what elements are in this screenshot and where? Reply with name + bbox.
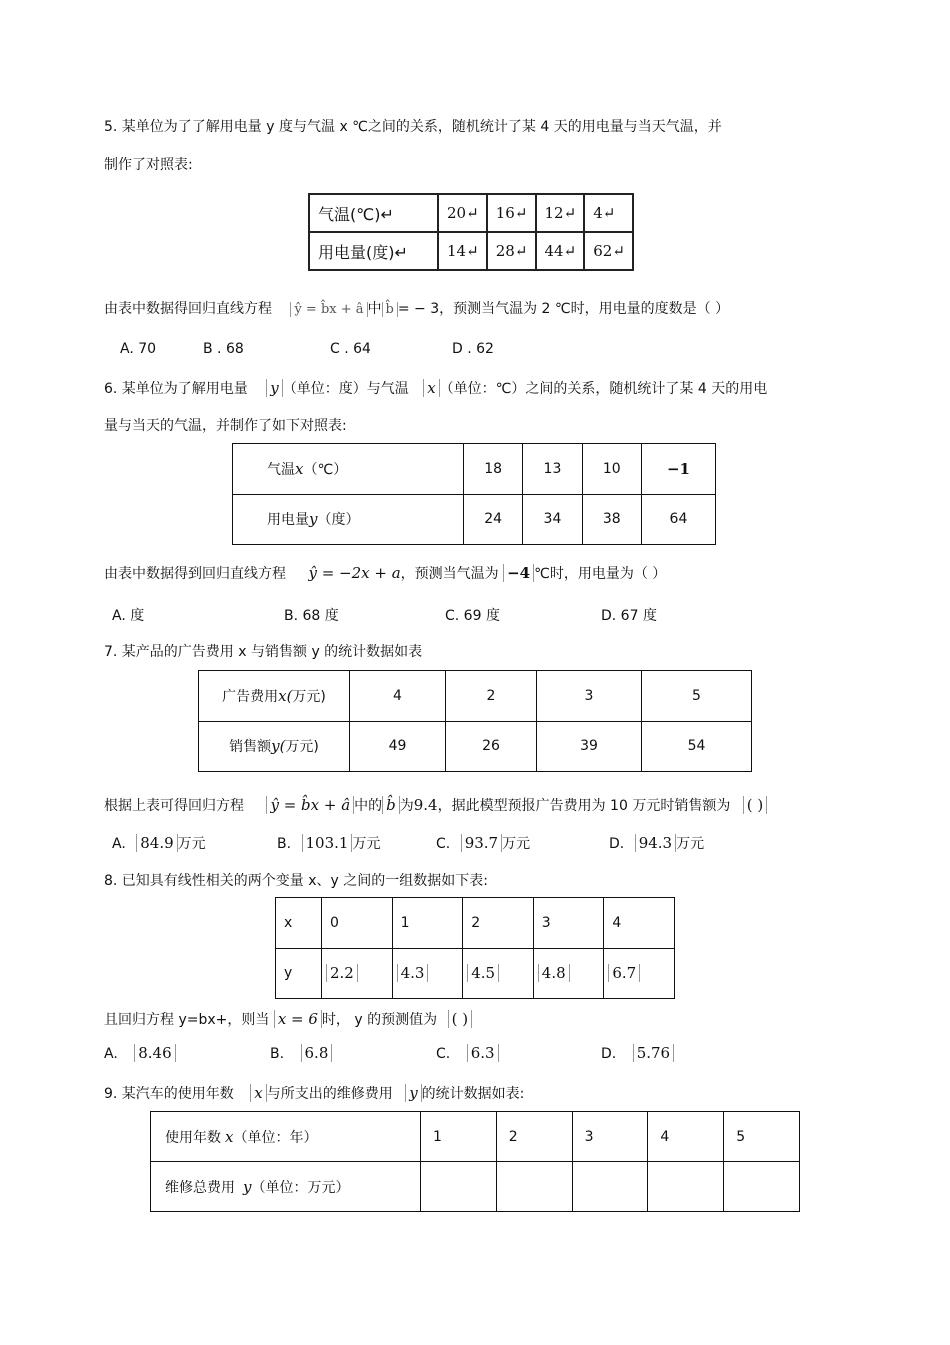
q7-cell: 5 bbox=[642, 671, 752, 722]
q8-cell-wrap bbox=[604, 948, 675, 999]
q7-line2-b: ，据此模型预报广告费用为 10 万元时销售额为 bbox=[437, 798, 731, 814]
q5-cell: 14↵ bbox=[438, 232, 487, 270]
q6-line2: 量与当天的气温，并制作了如下对照表: bbox=[104, 418, 347, 434]
q9-label-text: 使用年数 bbox=[165, 1129, 221, 1146]
q7-label-unit: 万元) bbox=[292, 688, 326, 705]
q9-line1-c: 的统计数据如表: bbox=[421, 1086, 525, 1102]
q8-option-b bbox=[270, 1044, 332, 1062]
q7-option-d bbox=[609, 833, 704, 853]
q6-temp-value: −4 bbox=[503, 564, 534, 582]
q8-line1: 8. 已知具有线性相关的两个变量 x、y 之间的一组数据如下表: bbox=[104, 873, 488, 889]
q9-cell bbox=[421, 1162, 497, 1212]
q8-option-value: 6.8 bbox=[301, 1044, 333, 1062]
q8-cell: 4.3 bbox=[397, 964, 429, 982]
q7-option-value: 93.7 bbox=[461, 834, 502, 852]
q5-option-b: B . 68 bbox=[203, 341, 244, 357]
q7-cell: 54 bbox=[642, 721, 752, 772]
q7-cell: 4 bbox=[350, 671, 446, 722]
q7-slope-value: 9.4 bbox=[413, 796, 438, 814]
q7-option-letter: B. bbox=[277, 836, 292, 852]
q7-option-unit: 万元 bbox=[177, 836, 206, 852]
q5-equation: ŷ = b̂x + â bbox=[290, 302, 367, 317]
q6-row1-label bbox=[233, 444, 464, 495]
q9-cell: 5 bbox=[724, 1112, 800, 1162]
q7-b-hat: b̂ bbox=[382, 796, 400, 814]
q8-cell: 4 bbox=[604, 898, 675, 949]
q5-table bbox=[308, 193, 634, 271]
q9-table bbox=[150, 1111, 800, 1212]
q9-label-var: x bbox=[225, 1127, 234, 1146]
q8-option-d bbox=[601, 1044, 674, 1062]
q9-cell bbox=[572, 1162, 648, 1212]
q7-option-value: 84.9 bbox=[136, 834, 177, 852]
q5-cell: 28↵ bbox=[487, 232, 536, 270]
q8-cell: 0 bbox=[322, 898, 393, 949]
q7-row2-label bbox=[199, 721, 350, 772]
q7-line2-a: 根据上表可得回归方程 bbox=[104, 798, 244, 814]
q6-line1 bbox=[104, 378, 767, 398]
q5-line3-b: = − 3，预测当气温为 2 ℃时，用电量的度数是（ ） bbox=[397, 301, 730, 317]
q8-cell-wrap bbox=[463, 948, 534, 999]
q7-option-unit: 万元 bbox=[352, 836, 381, 852]
q8-option-letter: A. bbox=[104, 1046, 118, 1062]
q8-cell: 4.8 bbox=[538, 964, 570, 982]
q6-cell: −1 bbox=[641, 444, 715, 495]
q6-cell: 38 bbox=[582, 494, 641, 545]
q6-cell: 34 bbox=[523, 494, 582, 545]
q8-line2-b: 时， y 的预测值为 bbox=[321, 1012, 438, 1028]
q8-answer-paren: ( ) bbox=[448, 1010, 472, 1028]
q7-option-b bbox=[277, 833, 380, 853]
q6-line3 bbox=[104, 563, 666, 583]
q6-var-y: y bbox=[266, 379, 282, 397]
q5-line2: 制作了对照表: bbox=[104, 157, 193, 173]
q7-cell: 2 bbox=[446, 671, 537, 722]
q6-option-c: C. 69 度 bbox=[445, 608, 500, 624]
q6-cell: 13 bbox=[523, 444, 582, 495]
q7-option-letter: A. bbox=[112, 836, 126, 852]
q7-equation: ŷ = b̂x + â bbox=[266, 796, 354, 814]
q8-option-value: 8.46 bbox=[134, 1044, 175, 1062]
q7-label-text: 销售额 bbox=[229, 739, 272, 756]
q5-cell: 气温(℃)↵ bbox=[309, 194, 438, 232]
q8-option-letter: B. bbox=[270, 1046, 285, 1062]
q7-row1-label bbox=[199, 671, 350, 722]
q7-option-a bbox=[112, 833, 206, 853]
q8-option-letter: C. bbox=[436, 1046, 451, 1062]
q7-cell: 3 bbox=[537, 671, 642, 722]
q9-cell bbox=[724, 1162, 800, 1212]
q5-cell: 16↵ bbox=[487, 194, 536, 232]
q5-cell: 20↵ bbox=[438, 194, 487, 232]
q8-cell: 6.7 bbox=[608, 964, 640, 982]
q6-label-unit: （℃） bbox=[303, 461, 348, 478]
q7-answer-paren: ( ) bbox=[743, 796, 767, 814]
q9-row1-label bbox=[151, 1112, 421, 1162]
q7-option-c bbox=[436, 833, 530, 853]
q6-line1-c: （单位：℃）之间的关系，随机统计了某 4 天的用电 bbox=[439, 381, 768, 397]
q6-row2-label bbox=[233, 494, 464, 545]
q7-option-letter: D. bbox=[609, 836, 625, 852]
q5-b-hat: b̂ bbox=[382, 302, 398, 317]
q9-label-var: y bbox=[243, 1177, 252, 1196]
q6-line3-b: ，预测当气温为 bbox=[400, 566, 499, 582]
q9-cell: 1 bbox=[421, 1112, 497, 1162]
q5-cell: 44↵ bbox=[536, 232, 585, 270]
q8-option-value: 5.76 bbox=[633, 1044, 674, 1062]
q6-var-x: x bbox=[423, 379, 439, 397]
q6-option-a: A. 度 bbox=[112, 608, 145, 624]
q8-option-c bbox=[436, 1044, 499, 1062]
q6-option-d: D. 67 度 bbox=[601, 608, 657, 624]
q5-line1: 5. 某单位为了了解用电量 y 度与气温 x ℃之间的关系，随机统计了某 4 天的用电量与当天气温，并 bbox=[104, 119, 722, 135]
q8-cell-wrap bbox=[392, 948, 463, 999]
q6-label-var: y bbox=[309, 510, 318, 529]
q6-line3-a: 由表中数据得到回归直线方程 bbox=[104, 566, 286, 582]
q7-option-unit: 万元 bbox=[676, 836, 705, 852]
q8-cell: 2.2 bbox=[326, 964, 358, 982]
q9-cell bbox=[496, 1162, 572, 1212]
q8-cell: y bbox=[276, 948, 322, 999]
q5-line3 bbox=[104, 298, 729, 318]
q9-label-unit: （单位：年） bbox=[233, 1129, 318, 1146]
q8-option-letter: D. bbox=[601, 1046, 617, 1062]
q6-label-text: 气温 bbox=[267, 461, 295, 478]
q5-cell: 用电量(度)↵ bbox=[309, 232, 438, 270]
q9-var-y: y bbox=[405, 1084, 421, 1102]
q9-cell: 4 bbox=[648, 1112, 724, 1162]
q7-option-value: 94.3 bbox=[635, 834, 676, 852]
q6-cell: 64 bbox=[641, 494, 715, 545]
q9-line1-a: 9. 某汽车的使用年数 bbox=[104, 1086, 234, 1102]
q9-var-x: x bbox=[250, 1084, 266, 1102]
q6-line3-c: ℃时，用电量为（ ） bbox=[534, 566, 667, 582]
q5-option-c: C . 64 bbox=[330, 341, 371, 357]
q7-label-text: 广告费用 bbox=[222, 688, 279, 705]
q7-option-value: 103.1 bbox=[302, 834, 353, 852]
q8-option-a bbox=[104, 1044, 176, 1062]
q5-option-a: A. 70 bbox=[120, 341, 157, 357]
q7-mid2: 为 bbox=[399, 798, 414, 814]
q8-line2-a: 且回归方程 y=bx+，则当 bbox=[104, 1012, 270, 1028]
q6-option-b: B. 68 度 bbox=[284, 608, 339, 624]
q7-option-unit: 万元 bbox=[502, 836, 531, 852]
q6-cell: 18 bbox=[464, 444, 523, 495]
q6-table bbox=[232, 443, 716, 545]
q7-mid: 中的 bbox=[354, 798, 383, 814]
q8-option-value: 6.3 bbox=[467, 1044, 499, 1062]
q7-line2 bbox=[104, 795, 767, 815]
q9-cell: 3 bbox=[572, 1112, 648, 1162]
q6-cell: 24 bbox=[464, 494, 523, 545]
q6-label-var: x bbox=[295, 459, 304, 478]
q5-cell: 4↵ bbox=[584, 194, 633, 232]
q7-label-var: x( bbox=[278, 686, 293, 705]
q5-cell: 62↵ bbox=[584, 232, 633, 270]
q5-cell: 12↵ bbox=[536, 194, 585, 232]
q9-cell bbox=[648, 1162, 724, 1212]
q8-table bbox=[275, 897, 675, 999]
q7-cell: 39 bbox=[537, 721, 642, 772]
q7-table bbox=[198, 670, 752, 772]
q9-cell: 2 bbox=[496, 1112, 572, 1162]
q8-cell: 4.5 bbox=[467, 964, 499, 982]
q9-line1 bbox=[104, 1083, 524, 1103]
q8-cell: 3 bbox=[533, 898, 604, 949]
q8-line2 bbox=[104, 1009, 472, 1029]
q6-equation: ŷ = −2x + a bbox=[308, 564, 401, 582]
q6-cell: 10 bbox=[582, 444, 641, 495]
q8-cell-wrap bbox=[322, 948, 393, 999]
q8-cell: 2 bbox=[463, 898, 534, 949]
q7-cell: 26 bbox=[446, 721, 537, 772]
q5-line3-a: 由表中数据得回归直线方程 bbox=[104, 301, 272, 317]
q8-cell-wrap bbox=[533, 948, 604, 999]
q7-label-unit: 万元) bbox=[285, 739, 319, 756]
q5-option-d: D . 62 bbox=[452, 341, 494, 357]
q6-label-unit: （度） bbox=[317, 512, 360, 529]
q6-line1-b: （单位：度）与气温 bbox=[282, 381, 409, 397]
q6-label-text: 用电量 bbox=[267, 512, 309, 529]
q8-cell: 1 bbox=[392, 898, 463, 949]
q7-line1: 7. 某产品的广告费用 x 与销售额 y 的统计数据如表 bbox=[104, 644, 423, 660]
q7-label-var: y( bbox=[271, 737, 286, 756]
q7-cell: 49 bbox=[350, 721, 446, 772]
q9-line1-b: 与所支出的维修费用 bbox=[266, 1086, 393, 1102]
q6-line1-a: 6. 某单位为了解用电量 bbox=[104, 381, 248, 397]
q8-condition: x = 6 bbox=[274, 1010, 322, 1028]
q9-row2-label bbox=[151, 1162, 421, 1212]
q7-option-letter: C. bbox=[436, 836, 451, 852]
q9-label-unit: （单位：万元） bbox=[251, 1179, 350, 1196]
q9-label-text: 维修总费用 bbox=[165, 1179, 235, 1196]
q8-cell: x bbox=[276, 898, 322, 949]
q5-mid: 中 bbox=[367, 301, 382, 317]
